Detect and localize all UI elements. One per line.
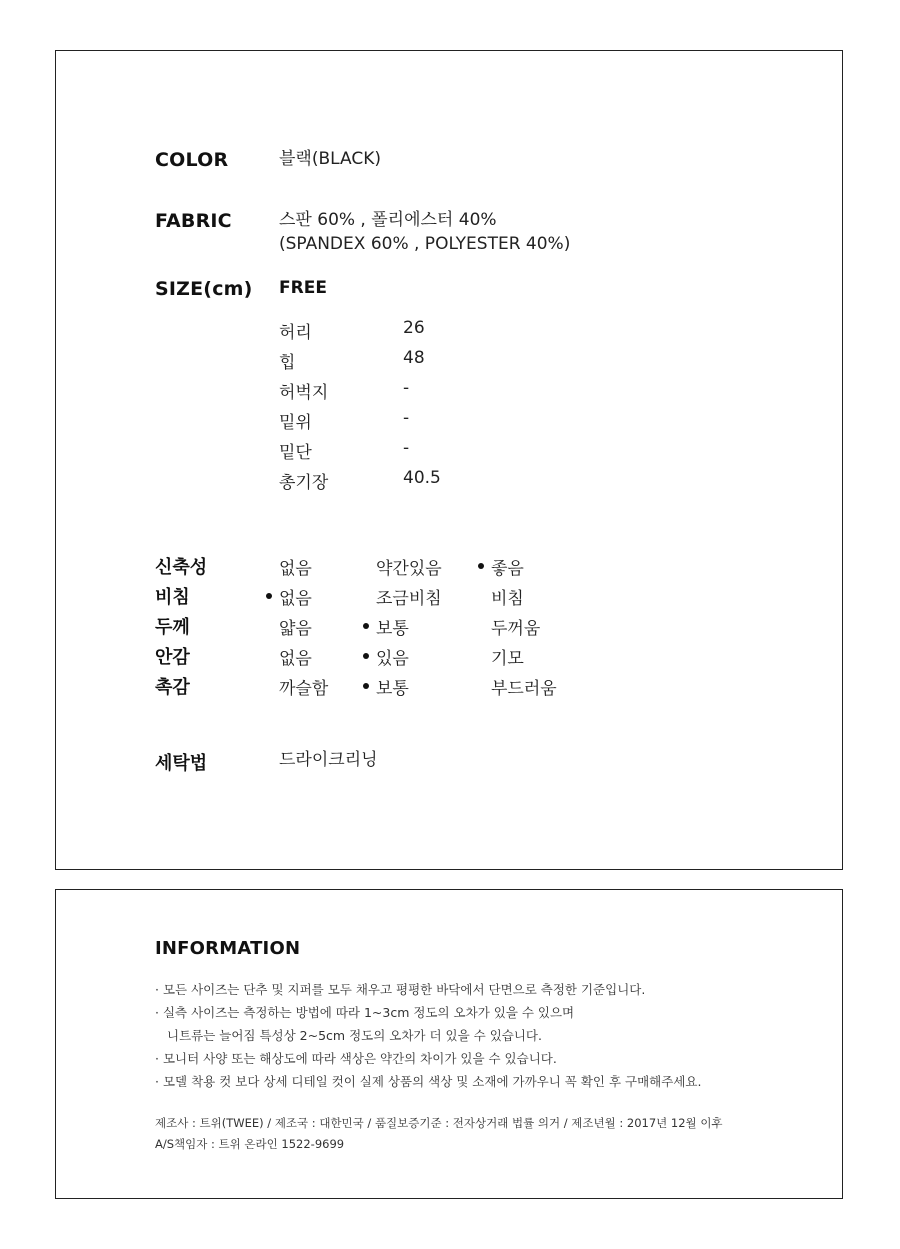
info-note: · 모니터 사양 또는 해상도에 따라 색상은 약간의 차이가 있을 수 있습니다. [155,1051,557,1066]
attr-option: 까슬함 [279,679,329,699]
size-row [279,408,579,432]
attr-label-texture: 촉감 [155,677,190,698]
attr-label-stretch: 신축성 [155,557,208,578]
attr-option: 기모 [491,649,524,669]
size-row-name: 총기장 [279,473,329,493]
attr-option: 두꺼움 [491,619,541,639]
size-row-value: 40.5 [403,468,441,488]
size-row-name: 밑단 [279,443,312,463]
attr-option: 조금비침 [376,589,442,609]
size-label: SIZE(cm) [155,278,253,300]
info-title: INFORMATION [155,938,301,959]
size-row-name: 허리 [279,323,312,343]
size-row-value: 48 [403,348,425,368]
selected-dot-icon [266,593,272,599]
color-label: COLOR [155,149,229,171]
size-row-value: - [403,438,410,458]
fabric-value-ko: 스판 60% , 폴리에스터 40% [279,210,497,230]
size-row [279,468,579,492]
attr-option: 없음 [279,649,312,669]
size-value: FREE [279,278,327,298]
info-note: · 모든 사이즈는 단추 및 지퍼를 모두 채우고 평평한 바닥에서 단면으로 측정한 기준입니다. [155,982,646,997]
info-note: · 실측 사이즈는 측정하는 방법에 따라 1~3cm 정도의 오차가 있을 수 있으며 [155,1005,575,1020]
attr-label-lining: 안감 [155,647,190,668]
size-row [279,378,579,402]
wash-label: 세탁법 [155,753,208,774]
size-row [279,318,579,342]
information-panel [55,889,843,1199]
size-row-value: - [403,378,410,398]
color-value: 블랙(BLACK) [279,149,381,169]
size-row [279,348,579,372]
wash-value: 드라이크리닝 [279,750,378,770]
size-row-value: 26 [403,318,425,338]
attr-option: 보통 [376,674,409,699]
size-row-value: - [403,408,410,428]
attr-option: 있음 [376,644,409,669]
selected-dot-icon [363,653,369,659]
size-row-name: 힙 [279,353,296,373]
product-spec-panel [55,50,843,870]
size-row-name: 허벅지 [279,383,329,403]
attr-option: 없음 [279,559,312,579]
as-contact: A/S책임자 : 트위 온라인 1522-9699 [155,1137,345,1151]
attr-option: 보통 [376,614,409,639]
size-row [279,438,579,462]
attr-label-sheer: 비침 [155,587,190,608]
attr-option: 약간있음 [376,559,442,579]
manufacturer-info: 제조사 : 트위(TWEE) / 제조국 : 대한민국 / 품질보증기준 : 전자상거래 법률 의거 / 제조년월 : 2017년 12월 이후 [155,1116,723,1130]
fabric-value-en: (SPANDEX 60% , POLYESTER 40%) [279,234,571,254]
attr-option: 얇음 [279,619,312,639]
selected-dot-icon [363,683,369,689]
attr-label-thickness: 두께 [155,617,190,638]
size-row-name: 밑위 [279,413,312,433]
attr-option: 없음 [279,584,312,609]
info-note: 니트류는 늘어짐 특성상 2~5cm 정도의 오차가 더 있을 수 있습니다. [167,1028,542,1043]
selected-dot-icon [363,623,369,629]
info-note: · 모델 착용 컷 보다 상세 디테일 컷이 실제 상품의 색상 및 소재에 가까우니 꼭 확인 후 구매해주세요. [155,1074,702,1089]
fabric-label: FABRIC [155,210,232,232]
attr-option: 부드러움 [491,679,557,699]
attr-option: 좋음 [491,554,524,579]
attr-option: 비침 [491,589,524,609]
selected-dot-icon [478,563,484,569]
